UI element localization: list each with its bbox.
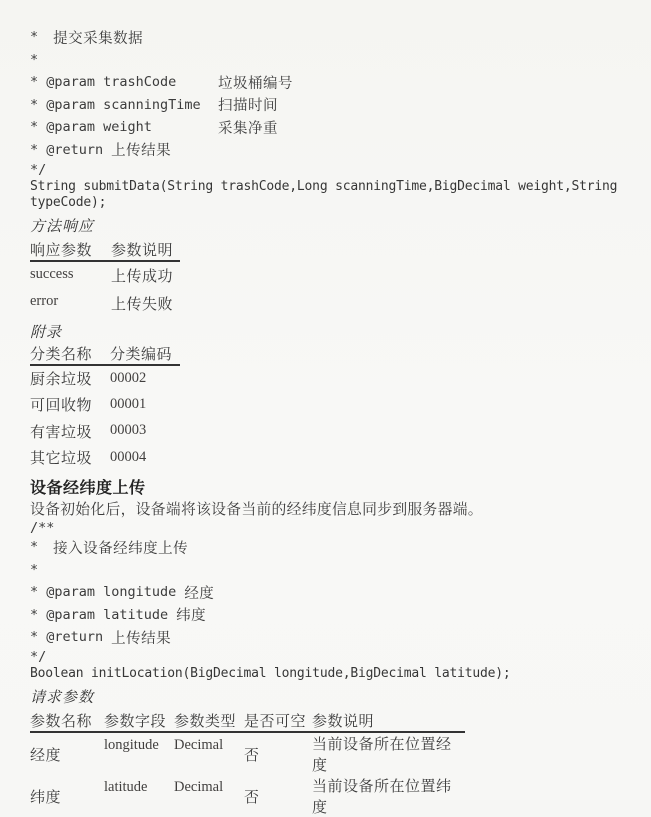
section-heading-request-params: 请求参数 — [30, 688, 95, 706]
return-code: * @return — [30, 629, 104, 646]
javadoc-param-line — [30, 604, 635, 627]
table-row — [30, 445, 180, 472]
javadoc-close-line: */ — [30, 161, 47, 178]
table-header-cell: 参数说明 — [111, 242, 174, 259]
javadoc-summary-line — [30, 26, 635, 49]
comment-star: * — [30, 561, 39, 578]
table-row — [30, 418, 180, 445]
table-cell: error — [30, 293, 59, 309]
method-signature: Boolean initLocation(BigDecimal longitude,BigDecimal latitude); — [30, 666, 511, 682]
table-row — [30, 289, 180, 317]
table-cell: 00002 — [110, 370, 147, 386]
section-heading-method-response: 方法响应 — [30, 217, 95, 235]
javadoc-param-line — [30, 581, 635, 604]
param-desc: 经度 — [184, 585, 215, 602]
table-cell: 上传成功 — [111, 268, 174, 285]
request-table — [30, 710, 465, 817]
table-header-cell: 参数类型 — [174, 713, 237, 730]
param-desc: 采集净重 — [218, 120, 278, 137]
table-header-cell: 分类名称 — [30, 346, 93, 363]
param-desc: 扫描时间 — [218, 98, 278, 115]
table-cell: 经度 — [30, 746, 62, 764]
table-cell: 可回收物 — [30, 397, 93, 415]
javadoc-summary-text: 接入设备经纬度上传 — [53, 540, 189, 557]
param-desc: 垃圾桶编号 — [218, 75, 293, 92]
table-cell: success — [30, 266, 74, 282]
table-header-row — [30, 239, 180, 261]
table-cell: 有害垃圾 — [30, 423, 93, 441]
javadoc-close-line: */ — [30, 649, 47, 665]
table-cell: 否 — [244, 746, 260, 764]
table-header-row — [30, 710, 465, 732]
javadoc-return-line — [30, 626, 635, 649]
table-header-cell: 响应参数 — [30, 242, 93, 259]
javadoc-summary-line — [30, 536, 635, 559]
javadoc-summary-text: 提交采集数据 — [53, 30, 144, 47]
section-heading-appendix: 附录 — [30, 323, 63, 341]
param-code: * @param longitude — [30, 584, 177, 601]
table-header-cell: 参数说明 — [312, 713, 375, 730]
param-code: * @param scanningTime — [30, 96, 201, 113]
javadoc-return-line — [30, 139, 635, 162]
comment-star: * — [30, 29, 39, 46]
table-header-cell: 是否可空 — [244, 713, 307, 730]
table-cell: 00001 — [110, 395, 147, 412]
javadoc-param-line — [30, 71, 635, 94]
table-row — [30, 392, 180, 419]
section-title-location-upload: 设备经纬度上传 — [30, 479, 146, 497]
table-cell: 当前设备所在位置纬度 — [312, 778, 452, 816]
table-cell: latitude — [104, 779, 148, 795]
return-desc: 上传结果 — [111, 143, 172, 160]
table-cell: longitude — [104, 737, 159, 753]
table-cell: 纬度 — [30, 788, 62, 806]
param-code: * @param trashCode — [30, 74, 177, 91]
table-cell: Decimal — [174, 779, 224, 795]
table-cell: 厨余垃圾 — [30, 371, 93, 389]
param-code: * @param weight — [30, 119, 152, 136]
table-row — [30, 775, 465, 817]
javadoc-blank-line — [30, 559, 635, 582]
table-header-row — [30, 343, 180, 365]
table-cell: 00004 — [110, 448, 147, 465]
javadoc-param-line — [30, 94, 635, 117]
table-row — [30, 732, 465, 775]
javadoc-open-line: /** — [30, 519, 55, 536]
table-cell: 否 — [244, 788, 260, 806]
comment-star: * — [30, 51, 39, 68]
method-signature: String submitData(String trashCode,Long scanningTime,BigDecimal weight,String — [30, 178, 618, 194]
table-row — [30, 261, 180, 289]
table-cell: 00003 — [110, 422, 147, 438]
table-row — [30, 365, 180, 392]
javadoc-param-line — [30, 116, 635, 139]
intro-paragraph: 设备初始化后，设备端将该设备当前的经纬度信息同步到服务器端。 — [30, 501, 483, 518]
comment-star: * — [30, 539, 39, 556]
table-cell: 当前设备所在位置经度 — [312, 736, 452, 774]
response-table — [30, 239, 180, 317]
table-cell: 上传失败 — [111, 295, 174, 313]
table-header-cell: 参数名称 — [30, 713, 93, 730]
javadoc-blank-line — [30, 49, 635, 72]
table-cell: 其它垃圾 — [30, 450, 93, 468]
param-code: * @param latitude — [30, 606, 169, 623]
return-desc: 上传结果 — [111, 630, 172, 647]
return-code: * @return — [30, 141, 104, 158]
method-signature-continued: typeCode); — [30, 195, 107, 211]
category-table — [30, 343, 180, 471]
param-desc: 纬度 — [176, 608, 207, 625]
table-header-cell: 分类编码 — [110, 346, 173, 363]
table-header-cell: 参数字段 — [104, 713, 167, 730]
table-cell: Decimal — [174, 737, 224, 753]
